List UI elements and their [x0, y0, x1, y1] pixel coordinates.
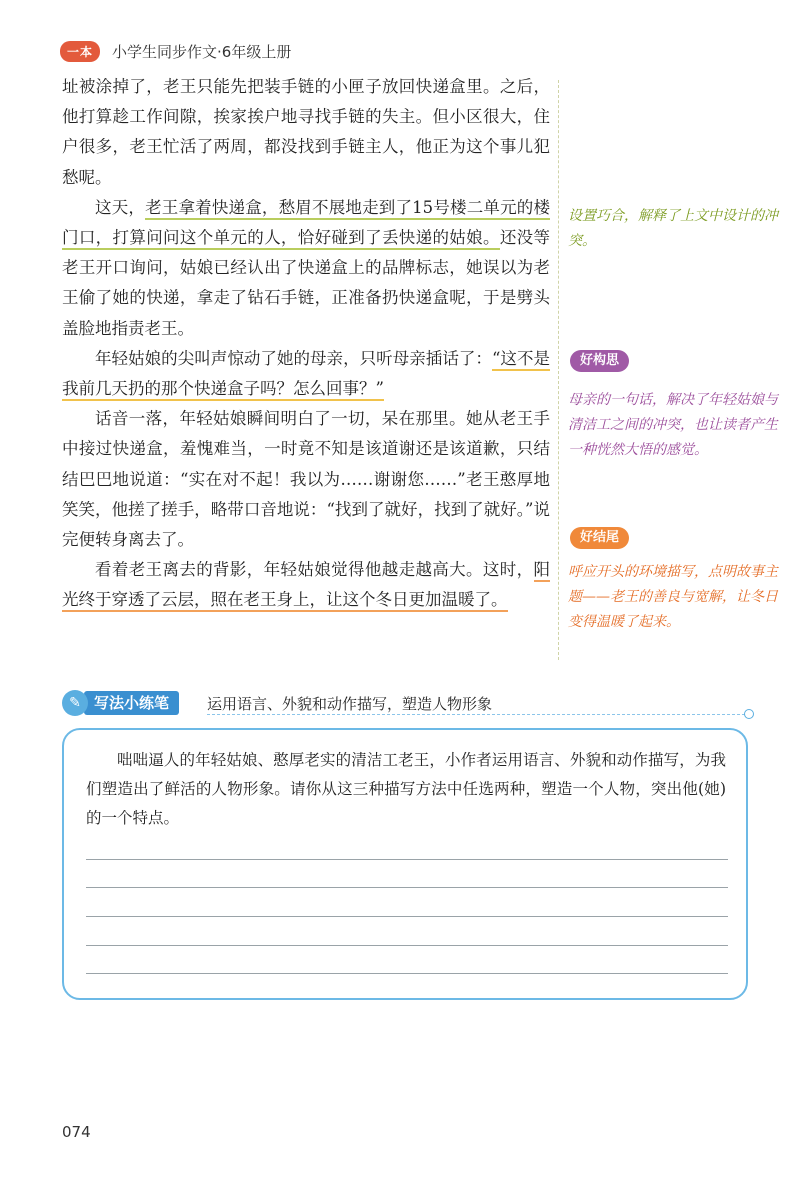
writing-line[interactable]	[86, 916, 728, 917]
brand-badge: 一本	[60, 41, 100, 62]
exercise-box	[62, 728, 748, 1000]
paragraph-5	[62, 555, 550, 615]
tag-good-idea: 好构思	[570, 350, 629, 372]
underlined-mother-quote: “这不是我前几天扔的那个快递盒子吗？怎么回事？”	[62, 349, 550, 401]
underlined-coincidence: 老王拿着快递盒，愁眉不展地走到了15号楼二单元的楼门口，打算问问这个单元的人，恰好碰到了丢快递的姑娘。	[62, 198, 550, 250]
writing-line[interactable]	[86, 973, 728, 974]
margin-divider	[558, 80, 559, 660]
page-header	[60, 38, 291, 64]
section-divider	[207, 714, 745, 715]
exercise-prompt: 咄咄逼人的年轻姑娘、憨厚老实的清洁工老王，小作者运用语言、外貌和动作描写，为我们塑造出了鲜活的人物形象。请你从这三种描写方法中任选两种，塑造一个人物，突出他(她)的一个特点。	[86, 751, 726, 827]
margin-note-ending: 呼应开头的环境描写，点明故事主题——老王的善良与宽解，让冬日变得温暖了起来。	[568, 564, 778, 630]
writing-line[interactable]	[86, 859, 728, 860]
paragraph-2	[62, 193, 550, 344]
paragraph-1: 址被涂掉了，老王只能先把装手链的小匣子放回快递盒里。之后，他打算趁工作间隙，挨家挨户地寻找手链的失主。但小区很大，住户很多，老王忙活了两周，都没找到手链主人，他正为这个事儿犯愁呢。	[62, 77, 550, 187]
paragraph-2-start: 这天，	[95, 197, 146, 217]
section-label: 写法小练笔	[84, 691, 179, 715]
paragraph-4: 话音一落，年轻姑娘瞬间明白了一切，呆在那里。她从老王手中接过快递盒，羞愧难当，一时竟不知是该道谢还是该道歉，只结结巴巴地说道：“实在对不起！我以为……谢谢您……”老王憨厚地笑笑，他搓了搓手，略带口音地说：“找到了就好，找到了就好。”说完便转身离去了。	[62, 409, 550, 550]
writing-line[interactable]	[86, 945, 728, 946]
section-end-dot	[744, 709, 754, 719]
margin-note-coincidence: 设置巧合，解释了上文中设计的冲突。	[568, 208, 778, 249]
writing-line[interactable]	[86, 887, 728, 888]
section-subtitle: 运用语言、外貌和动作描写，塑造人物形象	[207, 695, 493, 713]
story-text	[62, 72, 550, 616]
margin-note-mother: 母亲的一句话，解决了年轻姑娘与清洁工之间的冲突，也让读者产生一种恍然大悟的感觉。	[568, 392, 778, 458]
paragraph-2-end: 还没等老王开口询问，姑娘已经认出了快递盒上的品牌标志，她误以为老王偷了她的快递，拿走了钻石手链，正准备扔快递盒呢，于是劈头盖脸地指责老王。	[62, 228, 551, 338]
paragraph-3-start: 年轻姑娘的尖叫声惊动了她的母亲，只听母亲插话了：	[95, 348, 492, 368]
paragraph-3	[62, 344, 550, 404]
paragraph-5-start: 看着老王离去的背影，年轻姑娘觉得他越走越高大。这时，	[95, 560, 534, 580]
underlined-ending: 阳光终于穿透了云层，照在老王身上，让这个冬日更加温暖了。	[62, 560, 550, 612]
tag-good-ending: 好结尾	[570, 527, 629, 549]
page-number: 074	[62, 1123, 91, 1141]
pen-icon: ✎	[62, 690, 88, 716]
book-title: 小学生同步作文·6年级上册	[112, 42, 292, 61]
writing-practice-header	[62, 688, 752, 718]
